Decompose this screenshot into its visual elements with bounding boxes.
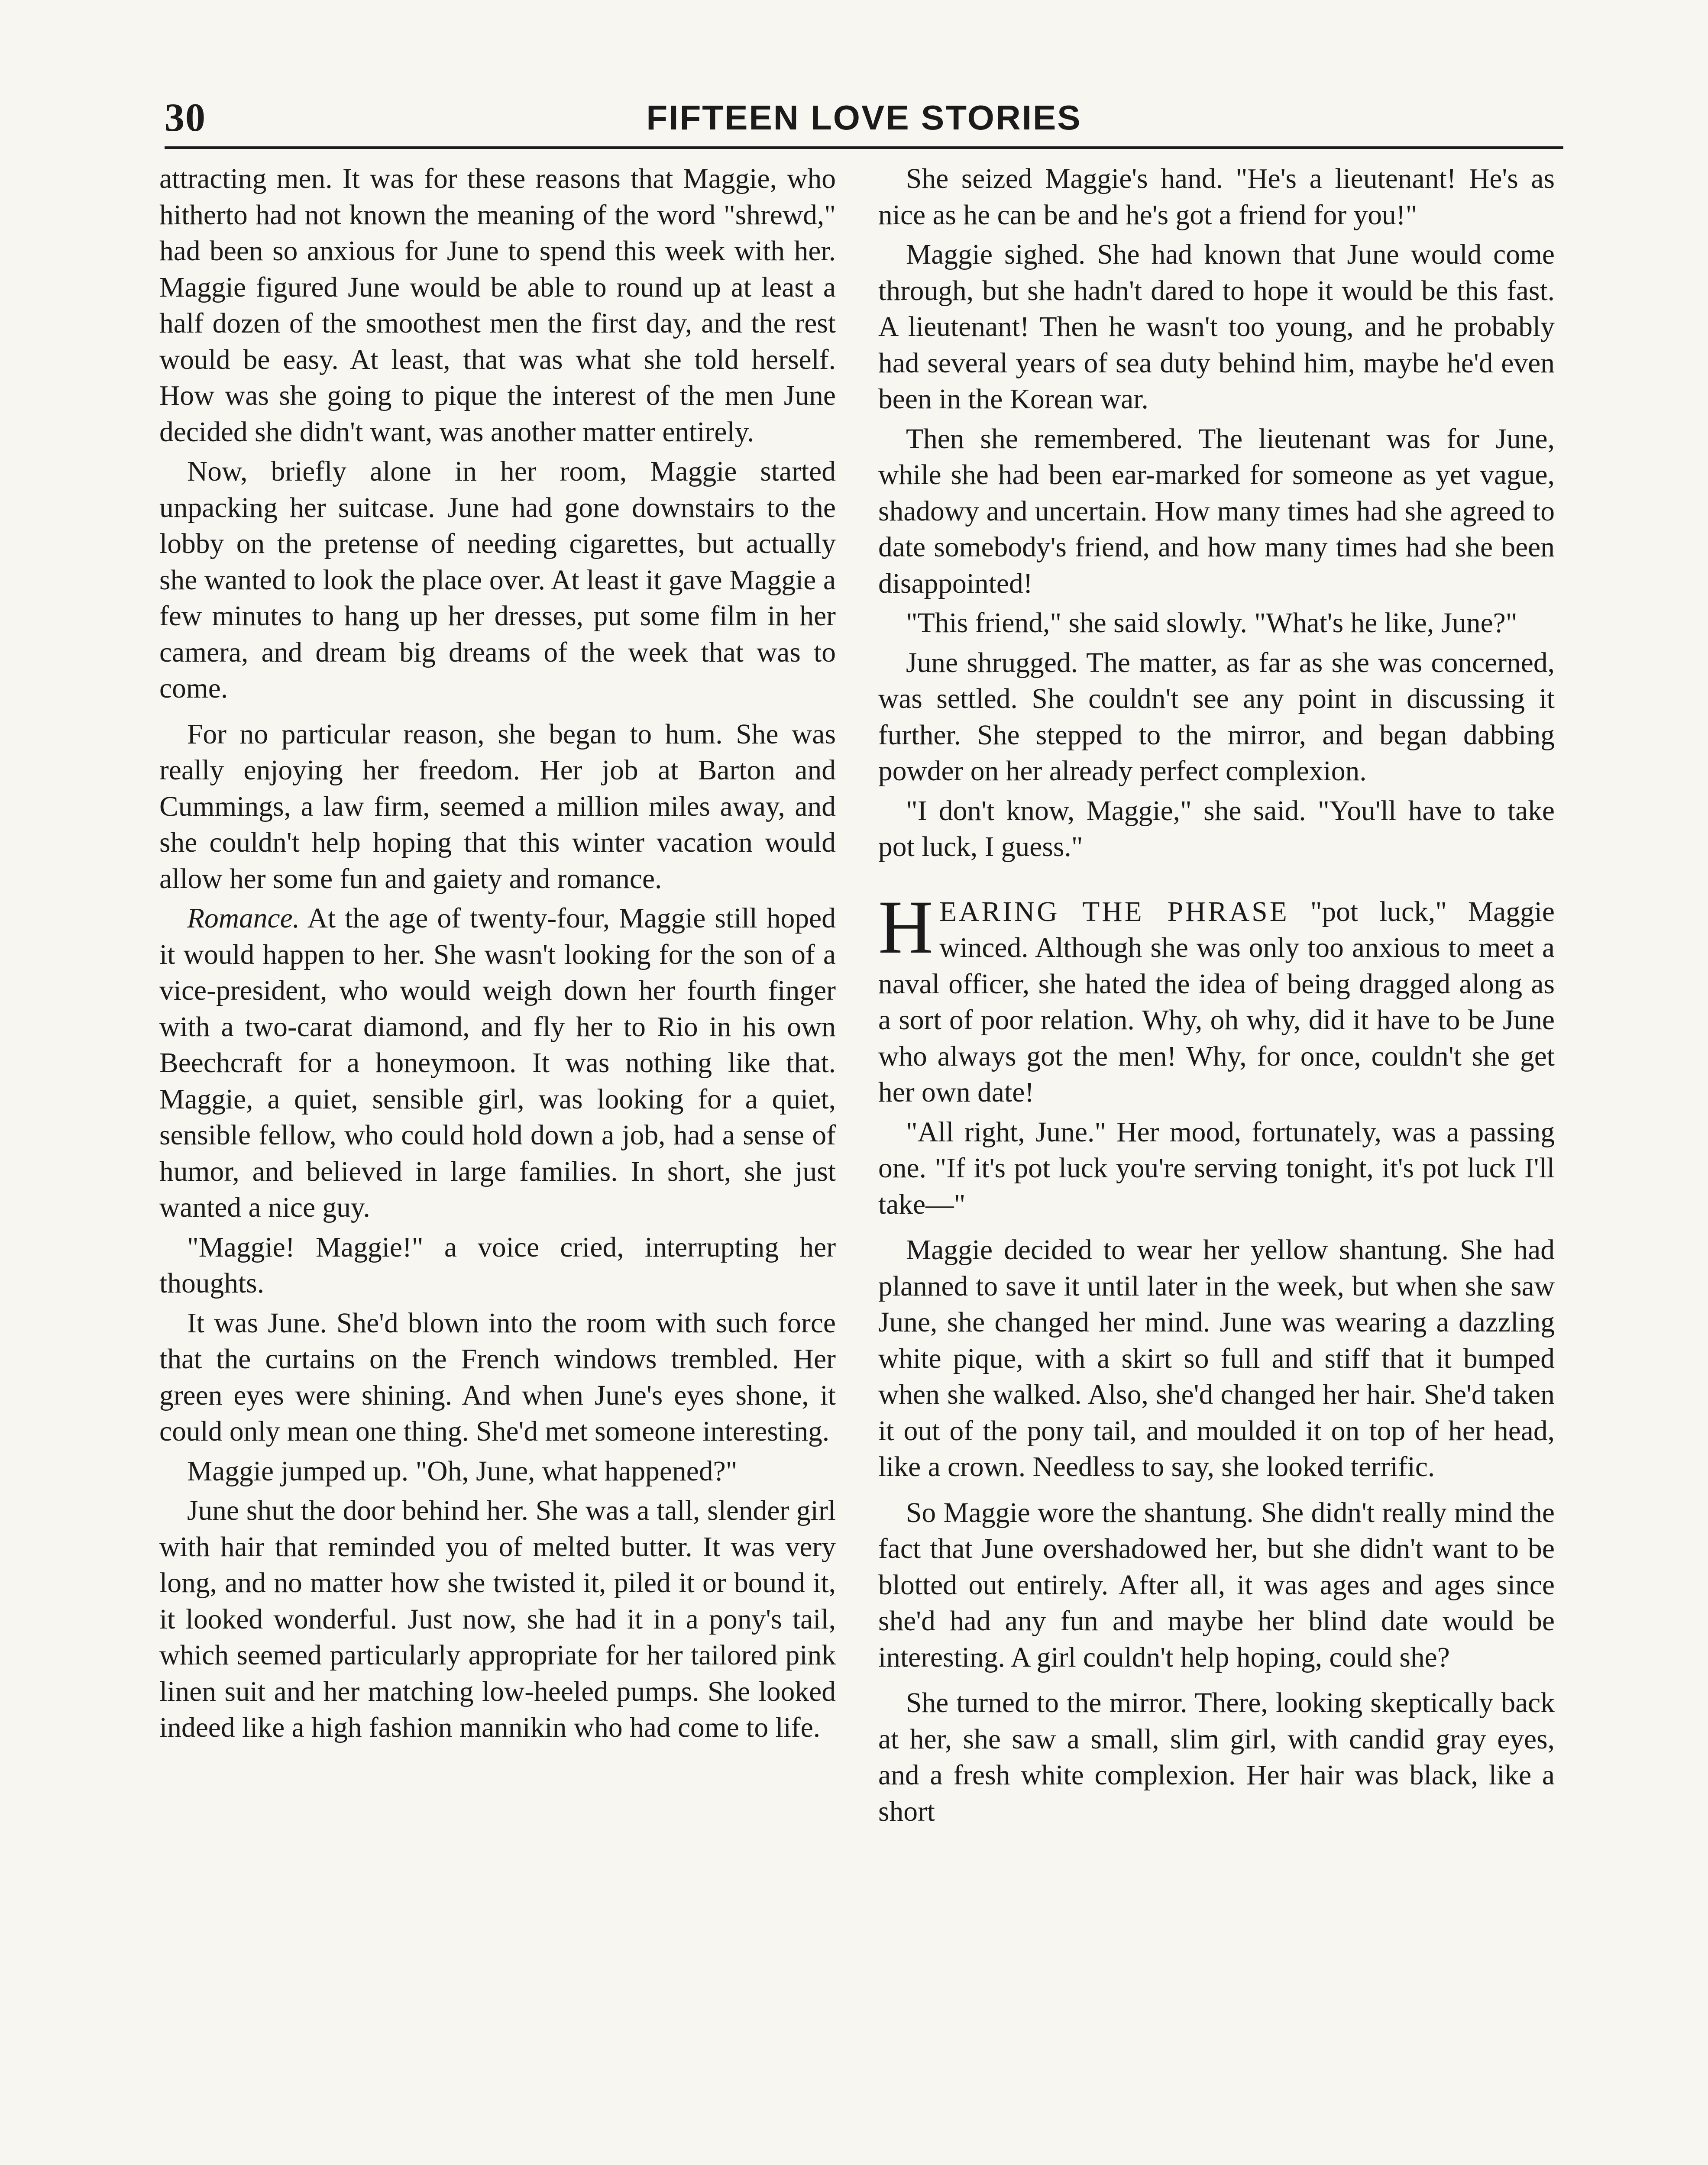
paragraph: "All right, June." Her mood, fortunately, was a passing one. "If it's pot luck you're serving tonight, it's pot luck I'll take—"	[878, 1116, 1555, 1220]
paragraph-text: At the age of twenty-four, Maggie still hoped it would happen to her. She wasn't looking for the son of a vice-president, who would weigh down her fourth finger with a two-carat diamond, and fly her to Rio in his own Beechcraft for a honeymoon. It was nothing like that. Maggie, a quiet, sensible girl, was looking for a quiet, sensible fellow, who could hold down a job, had a sense of humor, and believed in large families. In short, she just wanted a nice guy.	[159, 903, 836, 1223]
paragraph: Then she remembered. The lieutenant was for June, while she had been ear-marked for someone as yet vague, shadowy and uncertain. How many times had she agreed to date somebody's friend, and how many times had she been disappointed!	[878, 423, 1555, 599]
right-column	[878, 161, 1555, 2165]
paragraph: "Maggie! Maggie!" a voice cried, interrupting her thoughts.	[159, 1231, 836, 1299]
paragraph: Now, briefly alone in her room, Maggie started unpacking her suitcase. June had gone downstairs to the lobby on the pretense of needing cigarettes, but actually she wanted to look the place over. At least it gave Maggie a few minutes to hang up her dresses, put some film in her camera, and dream big dreams of the week that was to come.	[159, 456, 836, 704]
paragraph: She turned to the mirror. There, looking skeptically back at her, she saw a small, slim girl, with candid gray eyes, and a fresh white complexion. Her hair was black, like a short	[878, 1687, 1555, 1827]
paragraph: Maggie decided to wear her yellow shantung. She had planned to save it until later in the week, but when she saw June, she changed her mind. June was wearing a dazzling white pique, with a skirt so full and stiff that it bumped when she walked. Also, she'd changed her hair. She'd taken it out of the pony tail, and moulded it on top of her head, like a crown. Needless to say, she looked terrific.	[878, 1234, 1555, 1483]
section-lead-in: EARING THE PHRASE	[939, 896, 1289, 927]
paragraph: June shrugged. The matter, as far as she was concerned, was settled. She couldn't see any point in discussing it further. She stepped to the mirror, and began dabbing powder on her already perfect complexion.	[878, 647, 1555, 787]
paragraph: "This friend," she said slowly. "What's he like, June?"	[906, 607, 1517, 639]
romance-italic: Romance.	[187, 903, 300, 934]
left-column	[159, 161, 836, 2165]
header-rule	[165, 146, 1563, 149]
paragraph: So Maggie wore the shantung. She didn't really mind the fact that June overshadowed her, but she didn't want to be blotted out entirely. After all, it was ages and ages since she'd had any fun and maybe her blind date would be interesting. A girl couldn't help hoping, could she?	[878, 1497, 1555, 1673]
paragraph: She seized Maggie's hand. "He's a lieutenant! He's as nice as he can be and he's got a friend for you!"	[878, 163, 1555, 231]
paragraph: attracting men. It was for these reasons that Maggie, who hitherto had not known the meaning of the word "shrewd," had been so anxious for June to spend this week with her. Maggie figured June would be able to round up at least a half dozen of the smoothest men the first day, and the rest would be easy. At least, that was what she told herself. How was she going to pique the interest of the men June decided she didn't want, was another matter entirely.	[159, 163, 836, 448]
paragraph: For no particular reason, she began to hum. She was really enjoying her freedom. Her job at Barton and Cummings, a law firm, seemed a million miles away, and she couldn't help hoping that this winter vacation would allow her some fun and gaiety and romance.	[159, 718, 836, 895]
paragraph: Maggie sighed. She had known that June would come through, but she hadn't dared to hope it would be this fast. A lieutenant! Then he wasn't too young, and he probably had several years of sea duty behind him, maybe he'd even been in the Korean war.	[878, 239, 1555, 415]
paragraph: Maggie jumped up. "Oh, June, what happened?"	[187, 1455, 738, 1487]
running-title: FIFTEEN LOVE STORIES	[646, 98, 1082, 137]
paragraph	[159, 901, 836, 1226]
section-opening-paragraph	[878, 885, 1555, 1111]
paragraph-text: "pot luck," Maggie winced. Although she was only too anxious to meet a naval officer, she hated the idea of being dragged along as a sort of poor relation. Why, oh why, did it have to be June who always got the men! Why, for once, couldn't she get her own date!	[878, 896, 1555, 1108]
page-number: 30	[165, 95, 206, 139]
paragraph: June shut the door behind her. She was a tall, slender girl with hair that reminded you of melted butter. It was very long, and no matter how she twisted it, piled it or bound it, it looked wonderful. Just now, she had it in a pony's tail, which seemed particularly appropriate for her tailored pink linen suit and her matching low-heeled pumps. She looked indeed like a high fashion mannikin who had come to life.	[159, 1495, 836, 1743]
drop-cap: H	[878, 885, 934, 969]
paragraph: "I don't know, Maggie," she said. "You'll have to take pot luck, I guess."	[878, 795, 1555, 863]
paragraph: It was June. She'd blown into the room with such force that the curtains on the French windows trembled. Her green eyes were shining. And when June's eyes shone, it could only mean one thing. She'd met someone interesting.	[159, 1307, 836, 1447]
